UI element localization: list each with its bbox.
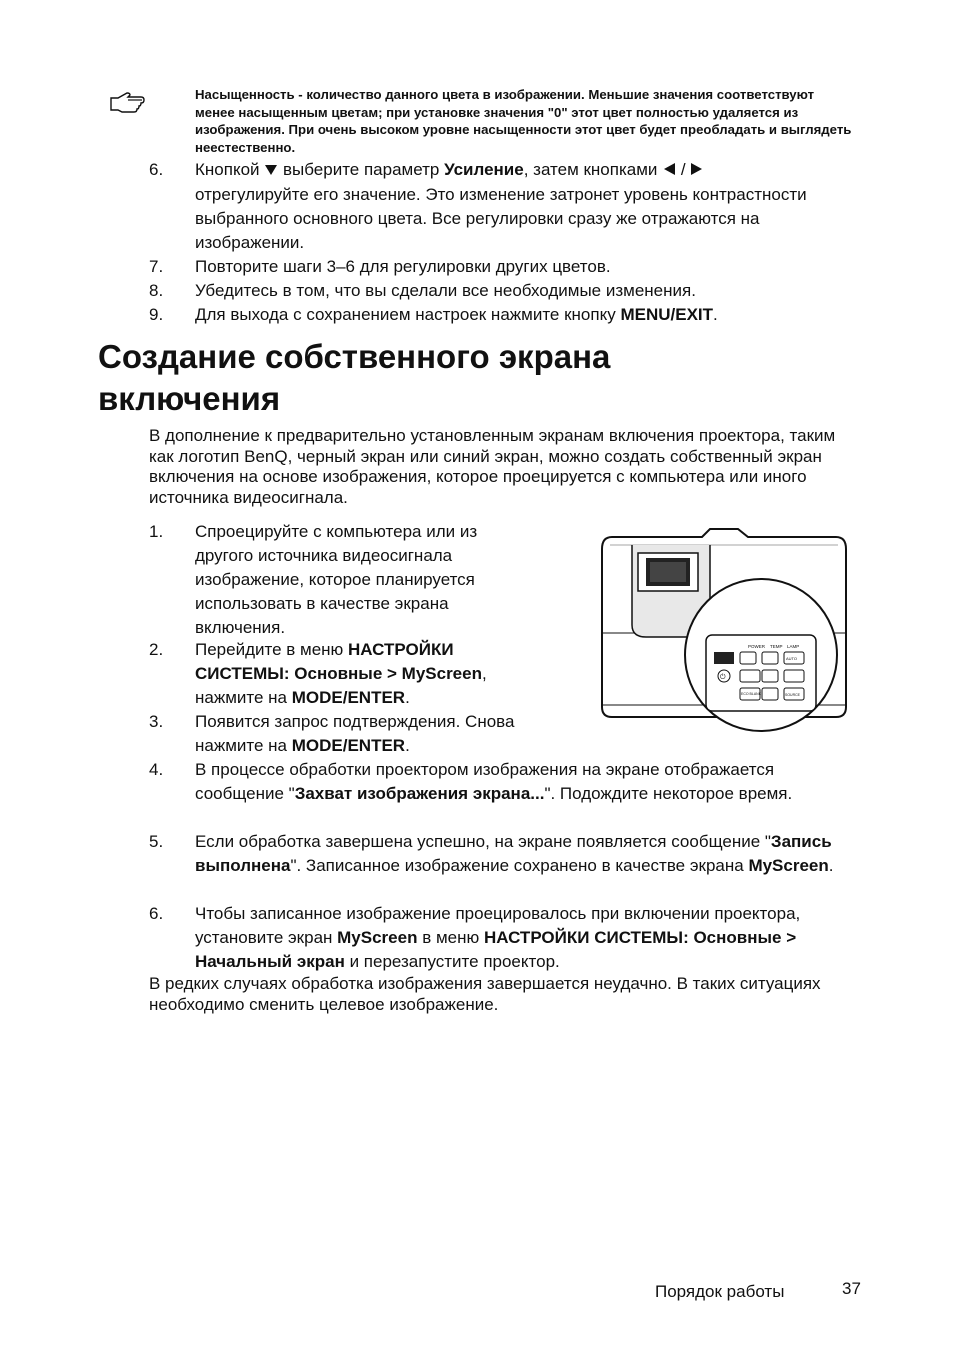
step-number: 2. (149, 640, 164, 659)
step-3-text: Появится запрос подтверждения. Снова нажмите на MODE/ENTER. (195, 712, 515, 755)
step-7-text: Повторите шаги 3–6 для регулировки других цветов. (195, 257, 611, 276)
step-4-text: В процессе обработки проектором изображения на экране отображается сообщение "Захват изображения экрана...". Подождите некоторое время. (195, 760, 793, 803)
step-1-text: Спроецируйте с компьютера или из другого источника видеосигнала изображение, которое планируется использовать в качестве экрана включения. (195, 522, 478, 637)
left-arrow-icon (662, 159, 676, 183)
step-5-text: Если обработка завершена успешно, на экране появляется сообщение "Запись выполнена". Записанное изображение сохранено в качестве экрана MyScreen. (195, 832, 834, 875)
step-number: 9. (149, 305, 164, 324)
step-number: 7. (149, 257, 164, 276)
down-arrow-icon (264, 159, 278, 183)
step-6-text: Кнопкой выберите параметр Усиление, затем кнопками / отрегулируйте его значение. Это изменение затронет уровень контрастности выбранного основного цвета. Все регулировки сразу же отражаются на изображении. (195, 160, 807, 252)
projector-illustration (598, 525, 850, 740)
step-2-text: Перейдите в меню НАСТРОЙКИ СИСТЕМЫ: Основные > MyScreen, нажмите на MODE/ENTER. (195, 640, 487, 707)
step-number: 6. (149, 904, 164, 923)
step-number: 3. (149, 712, 164, 731)
pointing-hand-icon (108, 92, 148, 114)
outro-paragraph: В редких случаях обработка изображения завершается неудачно. В таких ситуациях необходимо сменить целевое изображение. (149, 974, 821, 1014)
auto-label: AUTO (786, 656, 798, 661)
section-heading: Создание собственного экрана включения (98, 338, 611, 417)
page-number: 37 (842, 1279, 861, 1298)
source-label: SOURCE (785, 693, 800, 697)
intro-paragraph: В дополнение к предварительно установленным экранам включения проектора, таким как логотип BenQ, черный экран или синий экран, можно создать собственный экран включения на основе изображения, которое проецируется с компьютера или иного источника видеосигнала. (149, 426, 836, 507)
temp-label: TEMP (770, 644, 783, 649)
eco-blank-label: ECO BLANK (741, 692, 762, 696)
step-number: 8. (149, 281, 164, 300)
step-number: 6. (149, 160, 164, 179)
lamp-label: LAMP (787, 644, 800, 649)
svg-text:⏻: ⏻ (720, 673, 726, 681)
step-6b-text: Чтобы записанное изображение проецировалось при включении проектора, установите экран MyScreen в меню НАСТРОЙКИ СИСТЕМЫ: Основные > Начальный экран и перезапустите проектор. (195, 904, 801, 971)
power-label: POWER (748, 644, 766, 649)
right-arrow-icon (690, 159, 704, 183)
footer-section-title: Порядок работы (655, 1282, 785, 1301)
step-number: 1. (149, 522, 164, 541)
step-number: 5. (149, 832, 164, 851)
step-9-text: Для выхода с сохранением настроек нажмите кнопку MENU/EXIT. (195, 305, 718, 324)
step-number: 4. (149, 760, 164, 779)
note-text: Насыщенность - количество данного цвета в изображении. Меньшие значения соответствуют менее насыщенным цветам; при установке значения "0" этот цвет полностью удаляется из изображения. При очень высоком уровне насыщенности этот цвет будет преобладать и выглядеть неестественно. (195, 87, 852, 155)
step-8-text: Убедитесь в том, что вы сделали все необходимые изменения. (195, 281, 696, 300)
